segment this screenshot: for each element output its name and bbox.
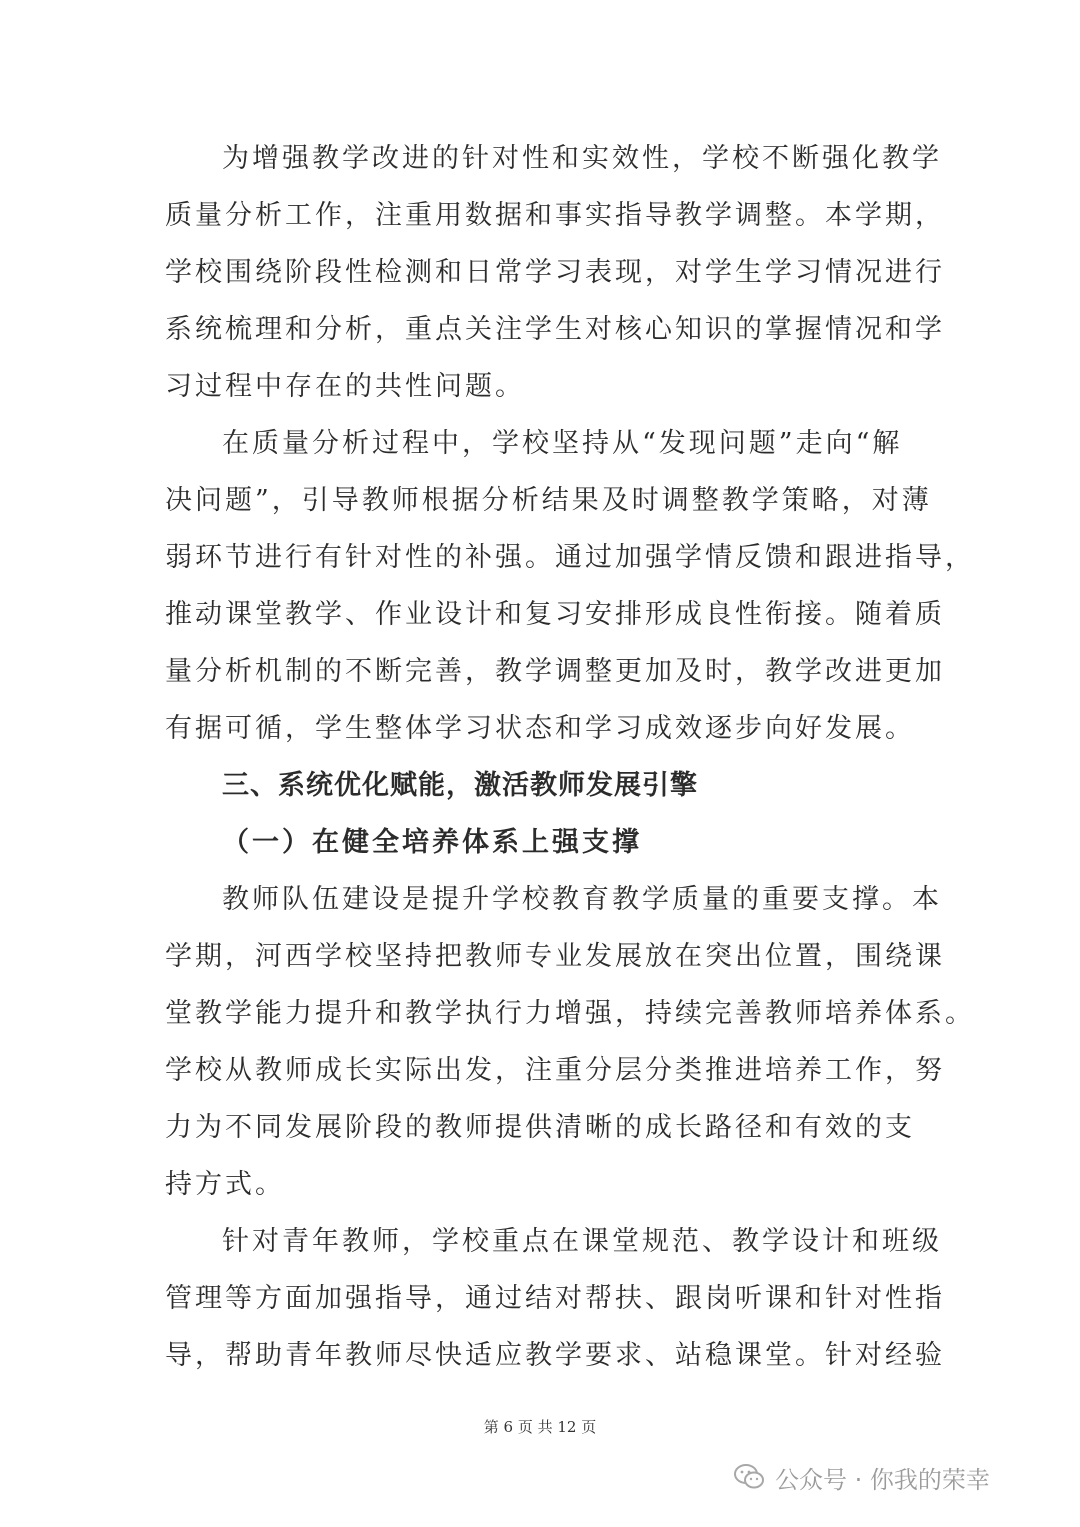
paragraph-line: 系统梳理和分析，重点关注学生对核心知识的掌握情况和学 xyxy=(165,314,945,345)
wechat-icon xyxy=(733,1462,765,1492)
paragraph-line: 量分析机制的不断完善，教学调整更加及时，教学改进更加 xyxy=(165,656,945,687)
paragraph-line: 推动课堂教学、作业设计和复习安排形成良性衔接。随着质 xyxy=(165,599,945,630)
watermark xyxy=(733,1457,990,1497)
paragraph-line: 学期，河西学校坚持把教师专业发展放在突出位置，围绕课 xyxy=(165,941,945,972)
paragraph-line: 质量分析工作，注重用数据和事实指导教学调整。本学期， xyxy=(165,200,945,231)
paragraph-line: 学校从教师成长实际出发，注重分层分类推进培养工作，努 xyxy=(165,1055,945,1086)
paragraph-line: 导，帮助青年教师尽快适应教学要求、站稳课堂。针对经验 xyxy=(165,1340,945,1371)
subsection-heading: （一）在健全培养体系上强支撑 xyxy=(222,827,642,858)
paragraph-line: 决问题”，引导教师根据分析结果及时调整教学策略，对薄 xyxy=(165,485,932,516)
paragraph-line: 弱环节进行有针对性的补强。通过加强学情反馈和跟进指导， xyxy=(165,542,975,573)
paragraph-line: 有据可循，学生整体学习状态和学习成效逐步向好发展。 xyxy=(165,713,915,744)
paragraph-line: 堂教学能力提升和教学执行力增强，持续完善教师培养体系。 xyxy=(165,998,975,1029)
watermark-text: 公众号 · 你我的荣幸 xyxy=(775,1465,990,1494)
paragraph-line: 力为不同发展阶段的教师提供清晰的成长路径和有效的支 xyxy=(165,1112,915,1143)
section-heading: 三、系统优化赋能，激活教师发展引擎 xyxy=(222,770,698,801)
paragraph-line: 针对青年教师，学校重点在课堂规范、教学设计和班级 xyxy=(222,1226,942,1257)
page-number: 第 6 页 共 12 页 xyxy=(483,1418,597,1436)
paragraph-line: 为增强教学改进的针对性和实效性，学校不断强化教学 xyxy=(222,143,942,174)
paragraph-line: 在质量分析过程中，学校坚持从“发现问题”走向“解 xyxy=(222,428,903,459)
paragraph-line: 持方式。 xyxy=(165,1169,285,1200)
paragraph-line: 学校围绕阶段性检测和日常学习表现，对学生学习情况进行 xyxy=(165,257,945,288)
paragraph-line: 教师队伍建设是提升学校教育教学质量的重要支撑。本 xyxy=(222,884,942,915)
paragraph-line: 管理等方面加强指导，通过结对帮扶、跟岗听课和针对性指 xyxy=(165,1283,945,1314)
paragraph-line: 习过程中存在的共性问题。 xyxy=(165,371,525,402)
